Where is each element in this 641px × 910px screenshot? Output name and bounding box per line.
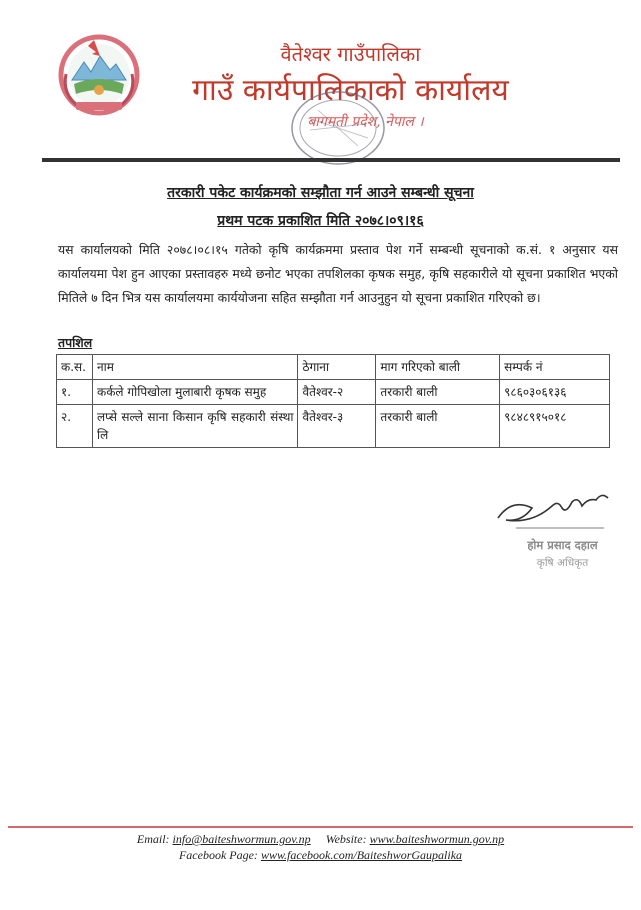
- signatory-title: कृषि अधिकृत: [536, 557, 589, 569]
- notice-publish-date: प्रथम पटक प्रकाशित मिति २०७८।०९।१६: [217, 213, 424, 229]
- cell-address: वैतेश्वर-३: [298, 405, 376, 448]
- email-label: Email:: [136, 832, 170, 846]
- facebook-label: Facebook Page:: [178, 848, 258, 862]
- table-row: [57, 405, 610, 448]
- handwritten-signature: [492, 478, 612, 532]
- header-divider: [42, 158, 620, 162]
- email-link[interactable]: info@baiteshwormun.gov.np: [172, 832, 311, 846]
- cell-serial: १.: [57, 380, 93, 405]
- table-row: [57, 380, 610, 405]
- cell-address: वैतेश्वर-२: [298, 380, 376, 405]
- province-line: बागमती प्रदेश, नेपाल ।: [307, 114, 424, 130]
- footer-social-line: [0, 848, 641, 863]
- office-name: गाउँ कार्यपालिकाको कार्यालय: [192, 73, 509, 108]
- cell-serial: २.: [57, 405, 93, 448]
- table-label: तपशिल: [58, 335, 93, 350]
- cell-crop: तरकारी बाली: [376, 405, 500, 448]
- municipality-name: वैतेश्वर गाउँपालिका: [280, 42, 421, 66]
- cell-crop: तरकारी बाली: [376, 380, 500, 405]
- col-header-crop: माग गरिएको बाली: [376, 355, 500, 380]
- notice-title: तरकारी पकेट कार्यक्रमको सम्झौता गर्न आउने सम्बन्धी सूचना: [167, 185, 474, 201]
- footer-divider: [8, 826, 633, 828]
- website-link[interactable]: www.baiteshwormun.gov.np: [369, 832, 505, 846]
- col-header-address: ठेगाना: [298, 355, 376, 380]
- notice-body: यस कार्यालयको मिति २०७८।०८।१५ गतेको कृषि कार्यक्रममा प्रस्ताव पेश गर्ने सम्बन्धी सूचनाको क.सं. १ अनुसार यस कार्यालयमा पेश हुन आएका प्रस्तावहरु मध्ये छनोट भएका तपशिलका कृषक समुह, कृषि सहकारीले यो सूचना प्रकाशित भएको मितिले ७ दिन भित्र यस कार्यालयमा कार्ययोजना सहित सम्झौता गर्न आउनुहुन यो सूचना प्रकाशित गरिएको छ।: [58, 242, 618, 305]
- facebook-link[interactable]: www.facebook.com/BaiteshworGaupalika: [260, 848, 463, 862]
- footer-contact-line: [0, 832, 641, 847]
- cell-contact: ९८४८९१५०१८: [500, 405, 610, 448]
- col-header-serial: क.स.: [57, 355, 93, 380]
- col-header-name: नाम: [92, 355, 297, 380]
- table-header-row: [57, 355, 610, 380]
- website-label: Website:: [325, 832, 367, 846]
- official-stamp: [288, 88, 388, 168]
- cell-name: लप्से सल्ले साना किसान कृषि सहकारी संस्था लि: [92, 405, 297, 448]
- cell-name: कर्कले गोपिखोला मुलाबारी कृषक समुह: [92, 380, 297, 405]
- cell-contact: ९८६०३०६१३६: [500, 380, 610, 405]
- col-header-contact: सम्पर्क नं: [500, 355, 610, 380]
- beneficiary-table: [56, 354, 610, 448]
- signatory-name: होम प्रसाद दहाल: [527, 538, 598, 552]
